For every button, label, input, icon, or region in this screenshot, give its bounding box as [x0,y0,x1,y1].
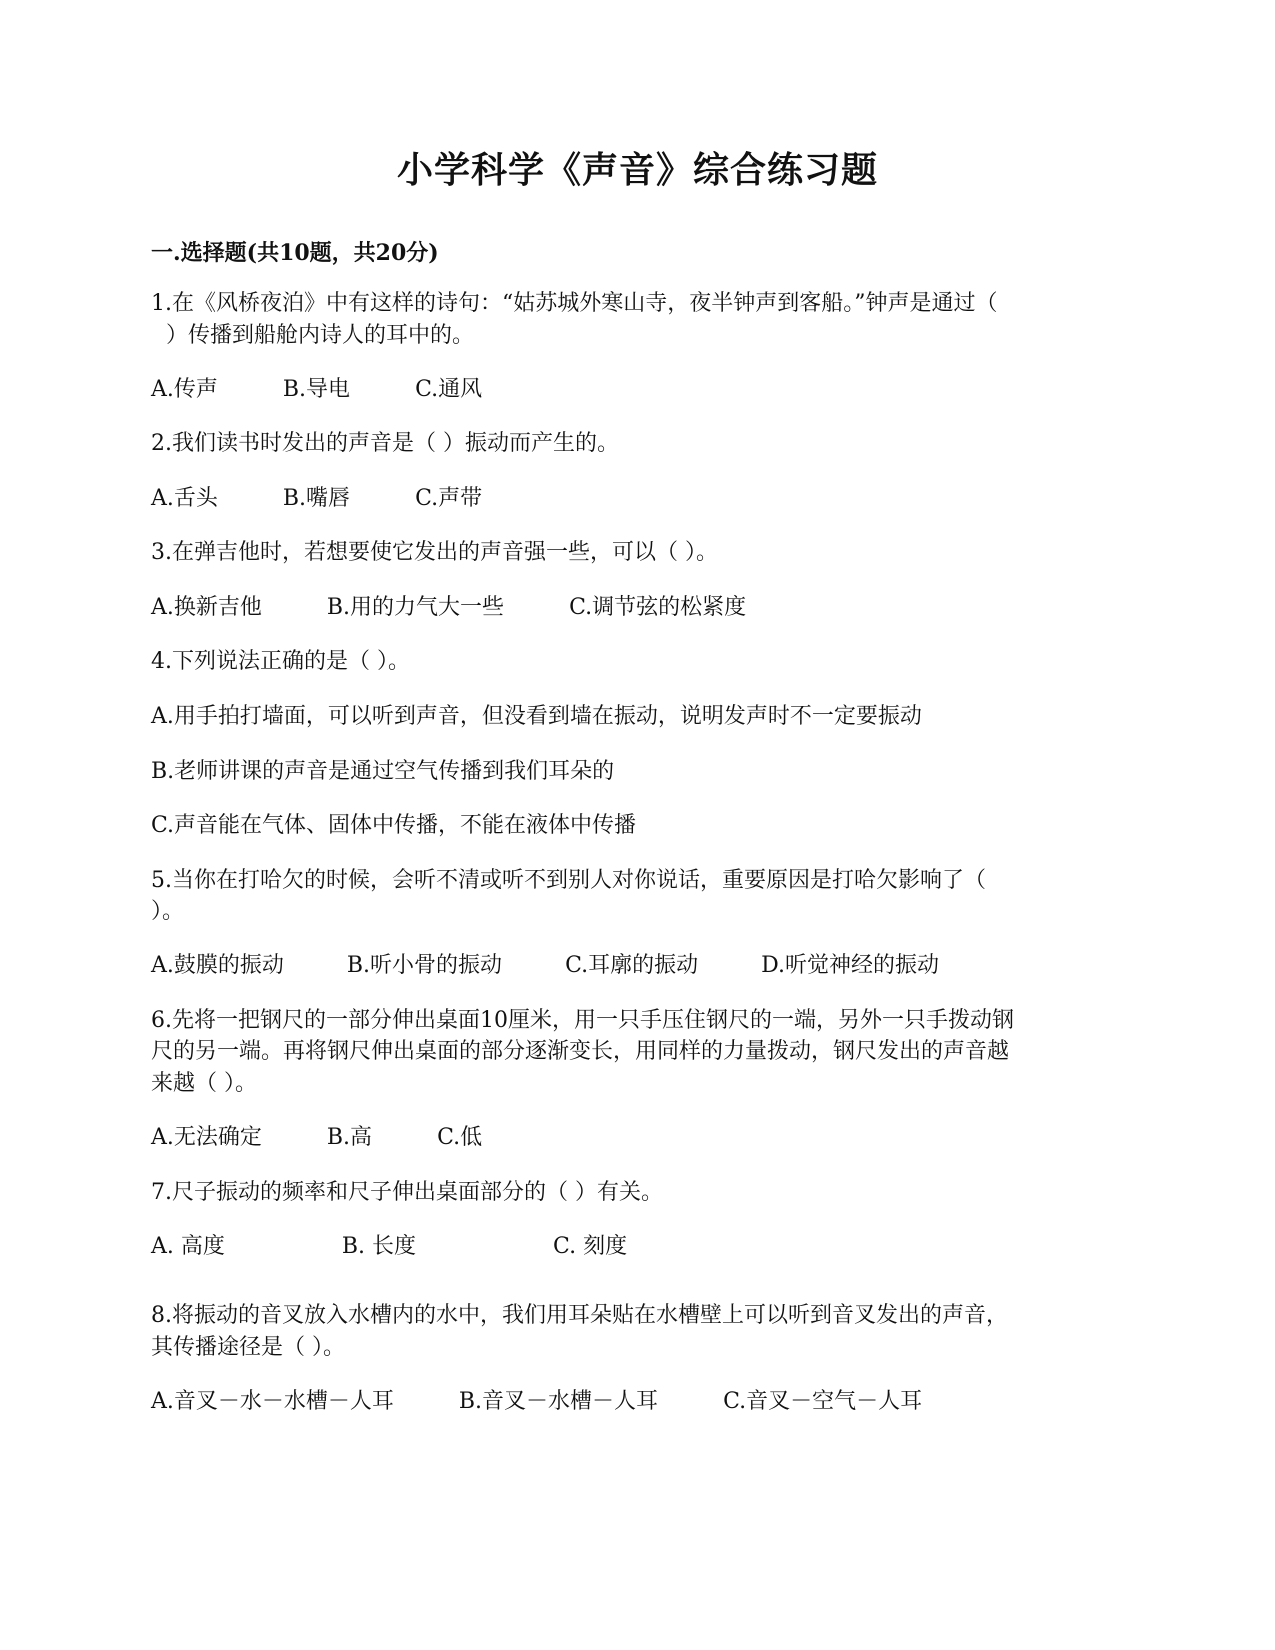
question-7-option-c: C. 刻度 [553,1234,628,1259]
question-1-option-b: B.导电 [282,377,351,402]
question-2-option-b: B.嘴唇 [282,486,351,511]
question-7-option-a: A. 高度 [151,1234,225,1259]
question-8-option-c: C.音叉－空气－人耳 [723,1389,923,1414]
question-3-text: 3.在弹吉他时，若想要使它发出的声音强一些，可以（ ）。 [151,540,718,565]
question-6-line-1: 6.先将一把钢尺的一部分伸出桌面10厘米，用一只手压住钢尺的一端，另外一只手拨动钢 [151,1008,1014,1033]
question-8-options [151,1386,1131,1418]
question-5-line-2: ）。 [151,899,185,924]
question-8-line-2: 其传播途径是（ ）。 [151,1335,345,1360]
question-2-options [151,483,1131,515]
question-6-line-2: 尺的另一端。再将钢尺伸出桌面的部分逐渐变长，用同样的力量拨动，钢尺发出的声音越 [151,1039,1010,1064]
question-1-option-c: C.通风 [415,377,483,402]
question-5-option-b: B.听小骨的振动 [346,953,503,978]
section-heading: 一.选择题(共10题，共20分) [151,240,439,266]
question-3-option-c: C.调节弦的松紧度 [569,595,747,620]
question-4-text: 4.下列说法正确的是（ ）。 [151,649,410,674]
page-title: 小学科学《声音》综合练习题 [396,149,878,191]
question-2-option-a: A.舌头 [151,486,218,511]
question-2-option-c: C.声带 [415,486,483,511]
question-1-options [151,374,1131,406]
question-4-option-a: A.用手拍打墙面，可以听到声音，但没看到墙在振动，说明发声时不一定要振动 [151,704,922,729]
question-5-option-d: D.听觉神经的振动 [761,953,939,978]
question-4-option-b: B.老师讲课的声音是通过空气传播到我们耳朵的 [151,759,615,784]
question-8-option-b: B.音叉－水槽－人耳 [458,1389,659,1414]
question-8-option-a: A.音叉－水－水槽－人耳 [151,1389,394,1414]
question-8-line-1: 8.将振动的音叉放入水槽内的水中，我们用耳朵贴在水槽壁上可以听到音叉发出的声音， [151,1303,1008,1328]
question-5-option-a: A.鼓膜的振动 [151,953,284,978]
question-5-option-c: C.耳廓的振动 [565,953,699,978]
question-1-line-2: ）传播到船舱内诗人的耳中的。 [166,323,475,348]
question-3-option-b: B.用的力气大一些 [326,595,505,620]
question-6-option-c: C.低 [437,1125,483,1150]
question-1-option-a: A.传声 [151,377,218,402]
question-7-option-b: B. 长度 [341,1234,417,1259]
question-6-line-3: 来越（ ）。 [151,1071,257,1096]
question-1-line-1: 1.在《风桥夜泊》中有这样的诗句：“姑苏城外寒山寺，夜半钟声到客船。”钟声是通过（ [151,291,998,316]
question-5-options [151,950,1131,982]
question-6-options [151,1122,1131,1154]
question-5-line-1: 5.当你在打哈欠的时候，会听不清或听不到别人对你说话，重要原因是打哈欠影响了（ [151,868,986,893]
question-4-option-c: C.声音能在气体、固体中传播，不能在液体中传播 [151,813,637,838]
question-3-option-a: A.换新吉他 [151,595,262,620]
question-6-option-a: A.无法确定 [151,1125,262,1150]
question-7-text: 7.尺子振动的频率和尺子伸出桌面部分的（ ）有关。 [151,1180,663,1205]
question-2-text: 2.我们读书时发出的声音是（ ）振动而产生的。 [151,431,619,456]
question-6-option-b: B.高 [326,1125,373,1150]
question-3-options [151,592,1131,624]
question-7-options [151,1231,1131,1263]
